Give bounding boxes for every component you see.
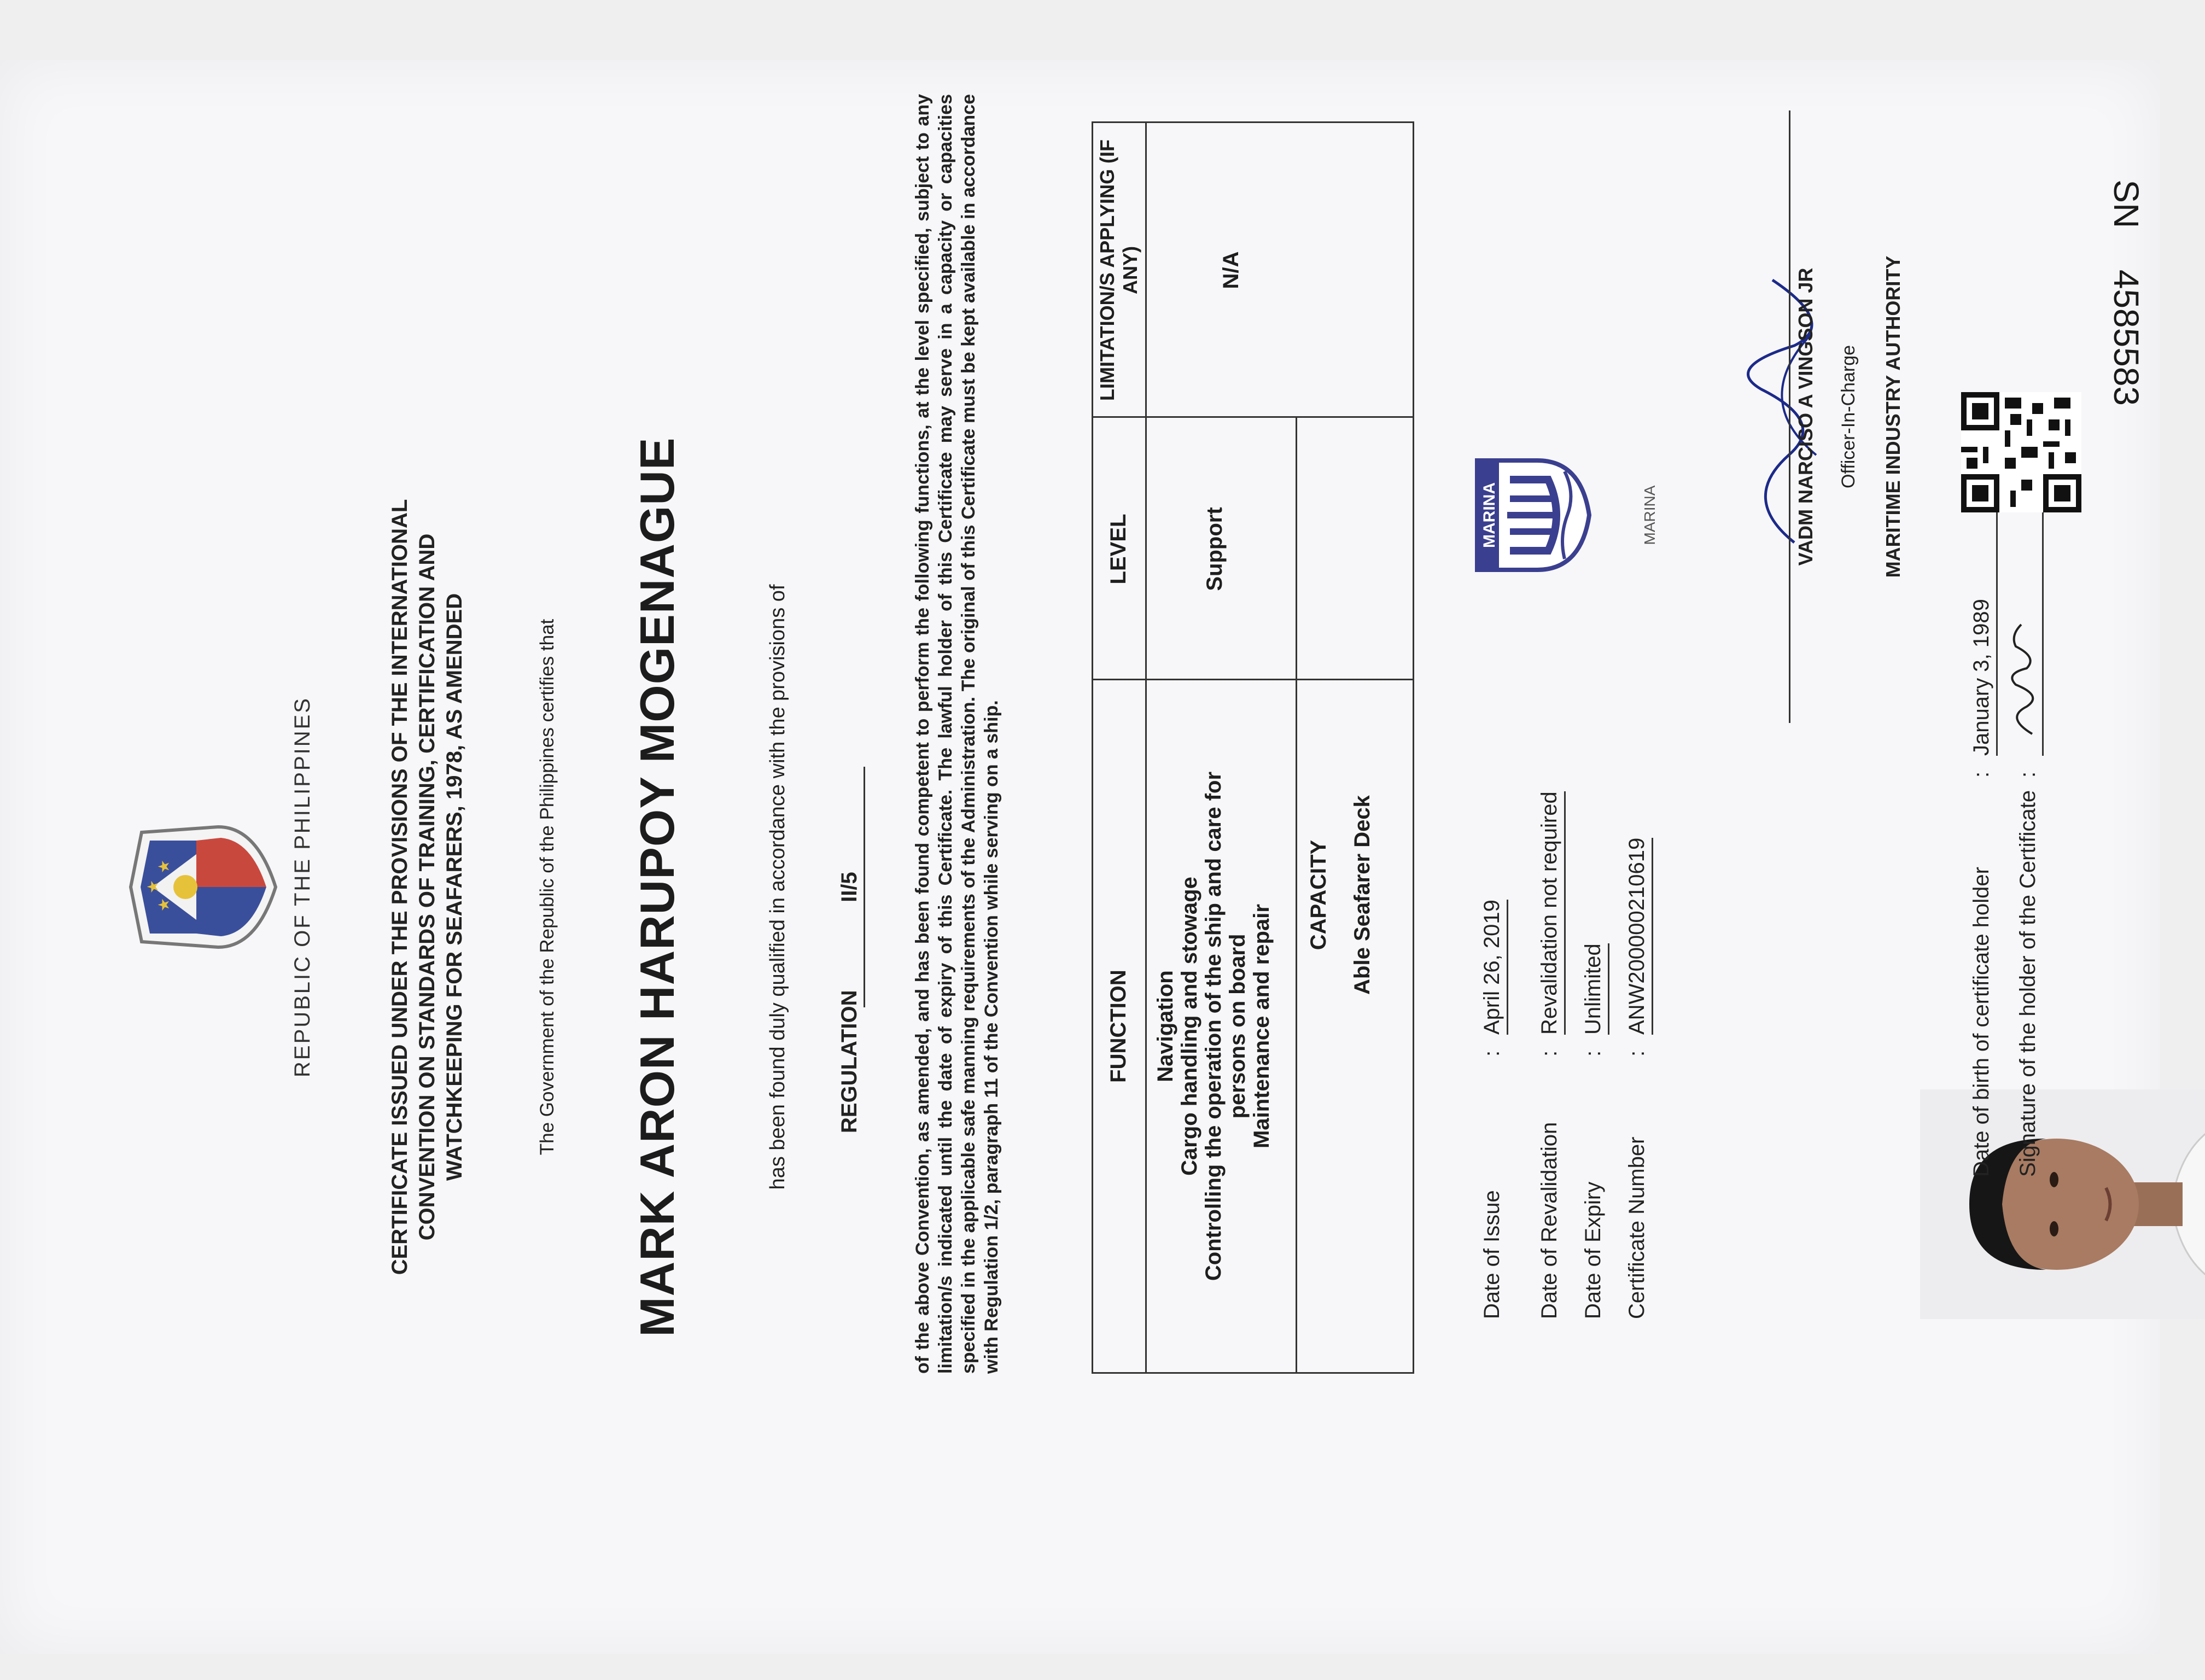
heading-line: WATCHKEEPING FOR SEAFARERS, 1978, AS AMENDED bbox=[442, 593, 466, 1181]
regulation-value: II/5 bbox=[837, 872, 861, 902]
detail-label: Date of Issue bbox=[1480, 1190, 1504, 1319]
issuing-authority: MARITIME INDUSTRY AUTHORITY bbox=[1882, 255, 1904, 578]
qr-code-icon bbox=[1961, 392, 2081, 512]
certificate-body-text: of the above Convention, as amended, and has been found competent to perform the following functions, at the level specified, subject to any limitation/s indicated until the date of expiry of this Certificate. The lawful holder of this Certificate may serve in a capacity or capacities specified in the applicable safe manning requirements of the Administration. The original of this Certificate must be kept available in accordance with Regulation 1/2, paragraph 11 of the Convention while serving on a ship. bbox=[912, 94, 1002, 1374]
regulation-underline bbox=[864, 767, 865, 1007]
dob-value: January 3, 1989 bbox=[1969, 460, 1998, 756]
heading-line: CERTIFICATE ISSUED UNDER THE PROVISIONS OF THE INTERNATIONAL bbox=[388, 499, 412, 1275]
officer-signature-icon bbox=[1729, 236, 1838, 564]
holder-name: MARK ARON HARUPOY MOGENAGUE bbox=[630, 437, 684, 1337]
signature-label: Signature of the holder of the Certificate bbox=[2016, 790, 2040, 1177]
certificate-content bbox=[50, 94, 2155, 1680]
functions-table bbox=[1092, 121, 1414, 1374]
table-divider bbox=[1145, 123, 1147, 1372]
detail-colon: : bbox=[1969, 771, 1993, 778]
function-item: Cargo handling and stowage bbox=[1177, 877, 1201, 1176]
function-item: Maintenance and repair bbox=[1250, 904, 1274, 1148]
holder-photo bbox=[1920, 1089, 2205, 1319]
detail-colon: : bbox=[2016, 771, 2040, 778]
detail-colon: : bbox=[1625, 1050, 1649, 1057]
capacity-value: Able Seafarer Deck bbox=[1350, 795, 1374, 995]
officer-name: VADM NARCISO A VINGSON JR bbox=[1794, 267, 1817, 566]
certificate-paper bbox=[0, 60, 2160, 1654]
level-header: LEVEL bbox=[1106, 514, 1130, 585]
serial-label: SN bbox=[2107, 179, 2146, 229]
detail-label: Date of Expiry bbox=[1581, 1181, 1605, 1319]
svg-text:★: ★ bbox=[155, 859, 172, 873]
limitations-value: N/A bbox=[1219, 251, 1243, 289]
function-item: persons on board bbox=[1226, 934, 1250, 1119]
certifies-statement: The Government of the Republic of the Philippines certifies that bbox=[536, 619, 558, 1156]
detail-colon: : bbox=[1581, 1050, 1605, 1057]
level-value: Support bbox=[1203, 507, 1227, 591]
date-of-issue-value: April 26, 2019 bbox=[1480, 900, 1508, 1035]
marina-logo-text: MARINA bbox=[1480, 482, 1498, 548]
officer-signature-line bbox=[1789, 110, 1790, 723]
certificate-number-value: ANW200000210619 bbox=[1625, 838, 1653, 1035]
marina-caption: MARINA bbox=[1641, 485, 1658, 545]
detail-label: Certificate Number bbox=[1625, 1136, 1649, 1319]
certificate-heading bbox=[386, 400, 468, 1374]
regulation-label: REGULATION bbox=[837, 990, 861, 1133]
date-of-revalidation-value: Revalidation not required bbox=[1537, 791, 1566, 1035]
heading-line: CONVENTION ON STANDARDS OF TRAINING, CERTIFICATION AND bbox=[415, 533, 439, 1241]
serial-number-value: 4585583 bbox=[2107, 269, 2146, 406]
limitations-header: LIMITATION/S APPLYING (IF ANY) bbox=[1096, 139, 1141, 401]
svg-text:★: ★ bbox=[155, 897, 172, 912]
function-item: Navigation bbox=[1153, 970, 1177, 1082]
function-list bbox=[1153, 680, 1274, 1372]
detail-colon: : bbox=[1537, 1050, 1561, 1057]
qualified-statement: has been found duly qualified in accordance with the provisions of bbox=[766, 584, 789, 1190]
function-header: FUNCTION bbox=[1106, 970, 1130, 1083]
detail-label: Date of Revalidation bbox=[1537, 1122, 1561, 1319]
republic-title: REPUBLIC OF THE PHILIPPINES bbox=[290, 697, 314, 1077]
date-of-expiry-value: Unlimited bbox=[1581, 943, 1609, 1035]
table-divider bbox=[1296, 418, 1297, 1372]
detail-colon: : bbox=[1480, 1050, 1504, 1057]
holder-signature-icon bbox=[1999, 619, 2043, 739]
marina-logo-icon bbox=[1472, 455, 1592, 575]
function-item: Controlling the operation of the ship and care for bbox=[1201, 771, 1226, 1281]
officer-title: Officer-In-Charge bbox=[1838, 345, 1859, 489]
capacity-header: CAPACITY bbox=[1306, 839, 1331, 950]
serial-number bbox=[2106, 179, 2146, 406]
philippine-seal-icon bbox=[120, 810, 284, 964]
svg-text:★: ★ bbox=[144, 879, 161, 894]
dob-label: Date of birth of certificate holder bbox=[1969, 867, 1993, 1177]
